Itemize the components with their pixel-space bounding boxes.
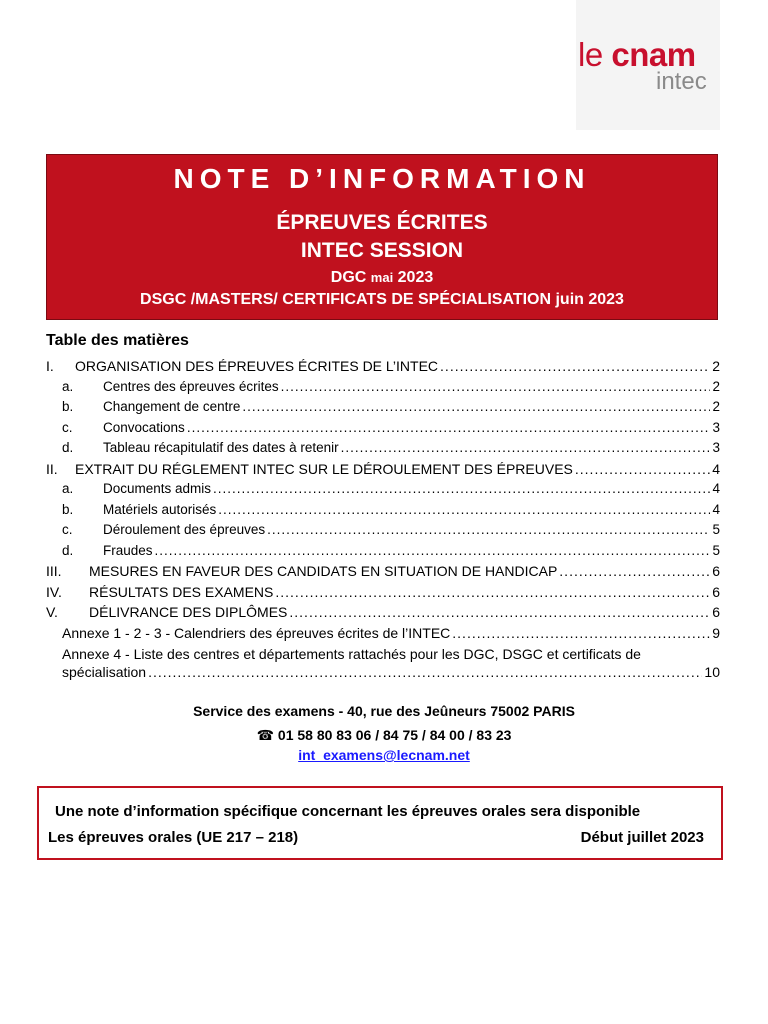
toc-entry[interactable]: a. Documents admis ..... 4: [46, 481, 720, 502]
toc-entry[interactable]: b. Matériels autorisés ..... 4: [46, 502, 720, 523]
cnam-intec-logo: [576, 0, 720, 130]
toc-entry[interactable]: Annexe 1 - 2 - 3 - Calendriers des épreuves écrites de l’INTEC ..... 9: [46, 625, 720, 646]
telephone-icon: ☎: [256, 727, 275, 743]
banner-dgc-date: DGC mai 2023: [330, 269, 434, 286]
contact-block: [0, 703, 768, 763]
title-banner: [46, 154, 718, 320]
toc-entry-label-cont: spécialisation: [62, 664, 147, 680]
email-link[interactable]: int_examens@lecnam.net: [298, 747, 470, 763]
table-of-contents: [46, 358, 720, 681]
toc-entry-page: 10: [704, 664, 720, 680]
toc-entry[interactable]: III. MESURES EN FAVEUR DES CANDIDATS EN SITUATION DE HANDICAP ..... 6: [46, 563, 720, 584]
toc-entry[interactable]: IV. RÉSULTATS DES EXAMENS ..... 6: [46, 584, 720, 605]
notice-oral-exams: Les épreuves orales (UE 217 – 218): [48, 829, 299, 846]
toc-entry[interactable]: d. Fraudes ..... 5: [46, 543, 720, 564]
phone-line: [0, 727, 768, 747]
notice-line: Une note d’information spécifique concernant les épreuves orales sera disponible: [55, 803, 641, 820]
toc-entry[interactable]: [46, 645, 720, 681]
toc-entry[interactable]: a. Centres des épreuves écrites ..... 2: [46, 379, 720, 400]
toc-entry[interactable]: V. DÉLIVRANCE DES DIPLÔMES ..... 6: [46, 604, 720, 625]
toc-entry[interactable]: c. Déroulement des épreuves ..... 5: [46, 522, 720, 543]
document-title: NOTE D’INFORMATION: [173, 163, 591, 194]
banner-subtitle: ÉPREUVES ÉCRITES: [276, 211, 488, 234]
banner-session: INTEC SESSION: [300, 239, 464, 262]
logo-subbrand: intec: [656, 68, 707, 95]
service-address: Service des examens - 40, rue des Jeûneurs 75002 PARIS: [193, 703, 575, 719]
toc-entry-label: Annexe 4 - Liste des centres et départements rattachés pour les DGC, DSGC et certificats de: [62, 646, 641, 662]
phone-number: 01 58 80 83 06 / 84 75 / 84 00 / 83 23: [277, 727, 512, 743]
toc-entry[interactable]: II. EXTRAIT DU RÉGLEMENT INTEC SUR LE DÉROULEMENT DES ÉPREUVES ..... 4: [46, 461, 720, 482]
logo-brand: le cnam: [578, 36, 696, 73]
toc-entry[interactable]: d. Tableau récapitulatif des dates à retenir ..... 3: [46, 440, 720, 461]
toc-entry[interactable]: c. Convocations ..... 3: [46, 420, 720, 441]
oral-exams-notice: [37, 786, 723, 860]
toc-entry[interactable]: I. ORGANISATION DES ÉPREUVES ÉCRITES DE L’INTEC ..... 2: [46, 358, 720, 379]
banner-dsgc-date: DSGC /MASTERS/ CERTIFICATS DE SPÉCIALISATION juin 2023: [140, 291, 624, 308]
notice-start-date: Début juillet 2023: [580, 829, 704, 846]
toc-title: Table des matières: [46, 332, 189, 349]
toc-entry[interactable]: b. Changement de centre ..... 2: [46, 399, 720, 420]
